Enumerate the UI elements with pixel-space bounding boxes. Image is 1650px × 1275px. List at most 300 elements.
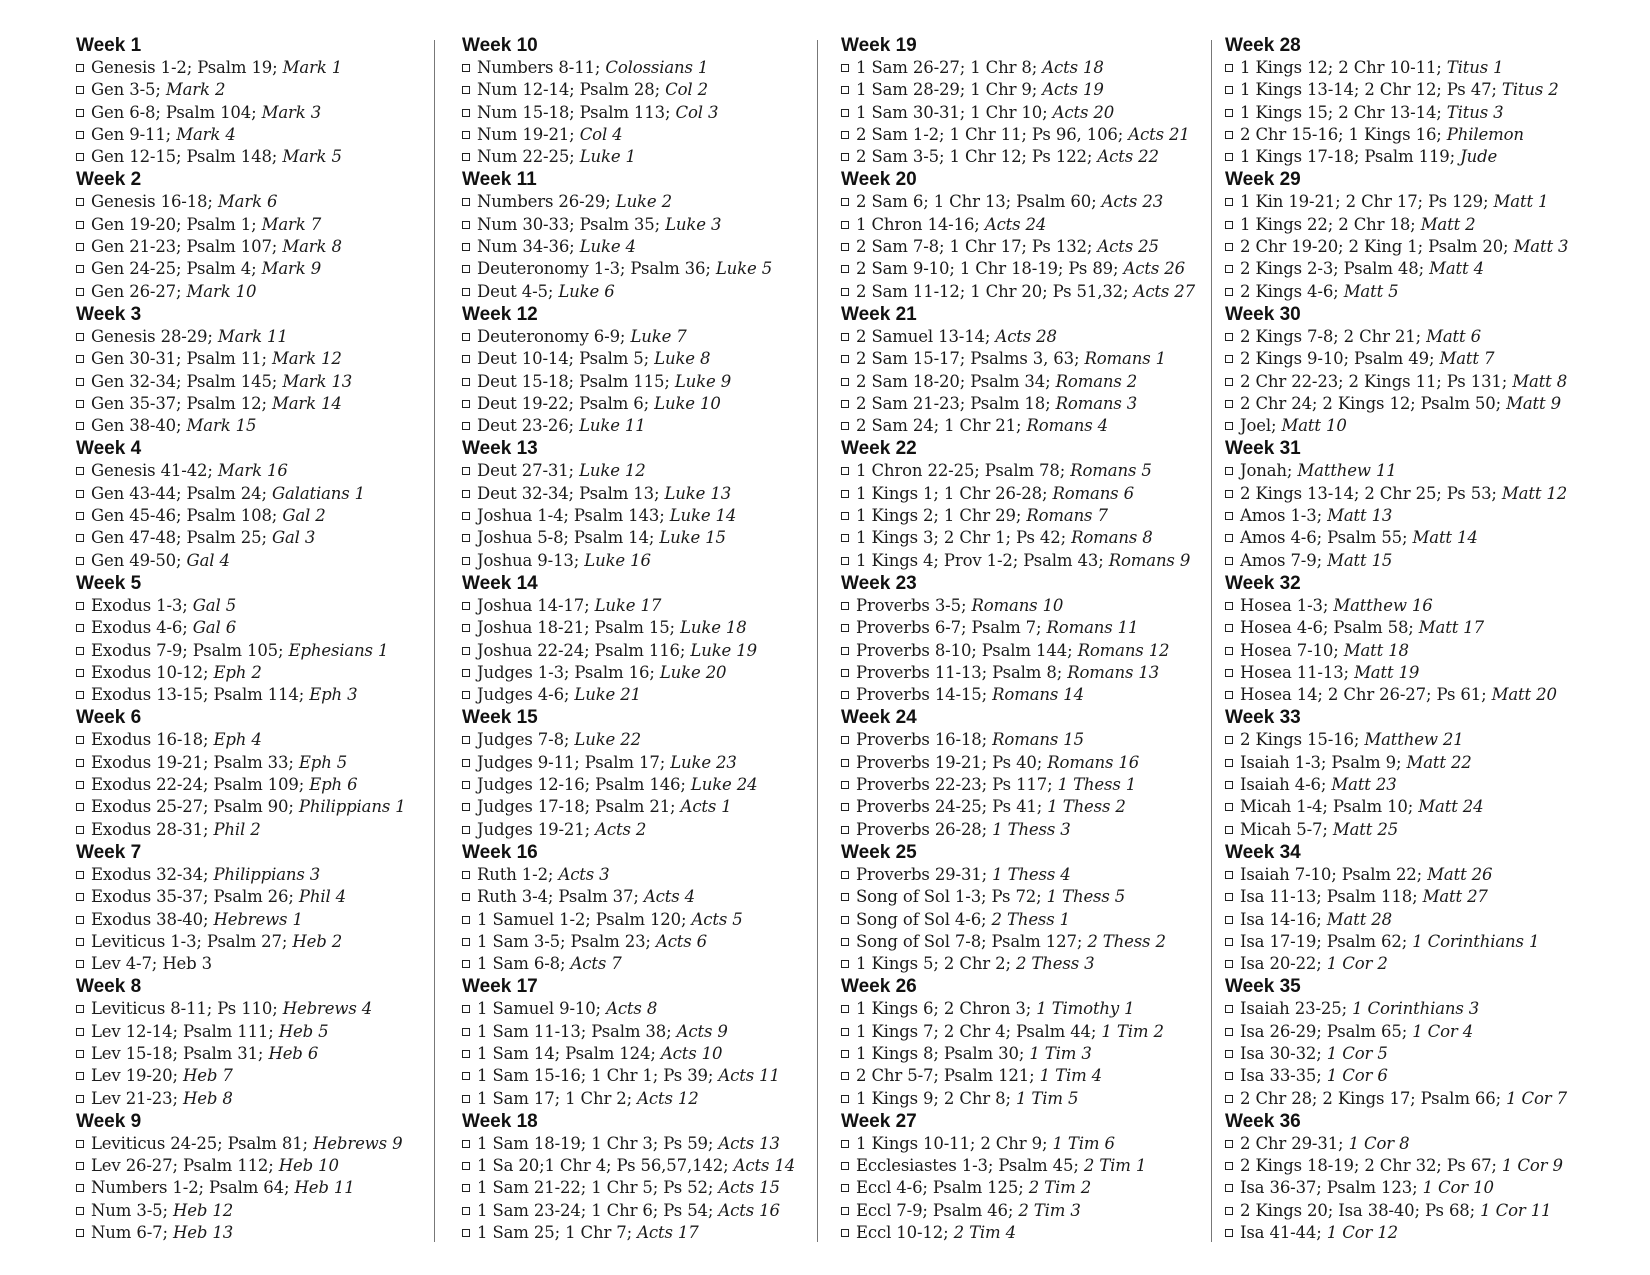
checkbox[interactable] [462,781,470,789]
checkbox[interactable] [1225,624,1233,632]
checkbox[interactable] [462,198,470,206]
checkbox[interactable] [1225,109,1233,117]
reading-ot: Exodus 1-3; [91,595,193,615]
checkbox[interactable] [462,1229,470,1237]
reading-ot: Proverbs 19-21; Ps 40; [856,752,1048,772]
reading-item [841,79,1209,101]
checkbox[interactable] [841,736,849,744]
week-block [462,706,830,840]
checkbox[interactable] [841,378,849,386]
checkbox[interactable] [1225,1140,1233,1148]
week-title: Week 28 [1225,35,1301,56]
checkbox[interactable] [1225,131,1233,139]
reading-nt: Romans 13 [1067,662,1160,682]
checkbox[interactable] [76,1229,84,1237]
reading-nt: Heb 7 [183,1066,233,1086]
checkbox[interactable] [1225,781,1233,789]
reading-item [76,774,431,796]
reading-nt: Gal 4 [186,550,230,570]
reading-ot: Judges 7-8; [477,730,575,750]
checkbox[interactable] [76,871,84,879]
checkbox[interactable] [462,1184,470,1192]
checkbox[interactable] [1225,669,1233,677]
checkbox[interactable] [462,86,470,94]
checkbox[interactable] [462,422,470,430]
reading-nt: Matt 13 [1327,506,1393,526]
checkbox[interactable] [841,893,849,901]
checkbox[interactable] [76,198,84,206]
reading-nt: Matt 15 [1327,550,1393,570]
reading-ot: Gen 45-46; Psalm 108; [91,506,283,526]
checkbox[interactable] [462,1140,470,1148]
checkbox[interactable] [841,1005,849,1013]
checkbox[interactable] [1225,602,1233,610]
reading-ot: 2 Samuel 13-14; [856,326,996,346]
reading-item [1225,886,1610,908]
checkbox[interactable] [1225,333,1233,341]
reading-ot: Hosea 1-3; [1240,595,1334,615]
checkbox[interactable] [76,938,84,946]
reading-nt: 1 Cor 11 [1480,1200,1552,1220]
checkbox[interactable] [1225,1028,1233,1036]
reading-nt: Mark 4 [176,124,236,144]
checkbox[interactable] [76,1095,84,1103]
reading-nt: Acts 23 [1101,192,1164,212]
reading-ot: Gen 6-8; Psalm 104; [91,102,262,122]
checkbox[interactable] [462,109,470,117]
reading-item [841,1177,1209,1199]
reading-item [1225,415,1610,437]
checkbox[interactable] [462,647,470,655]
reading-nt: Acts 12 [637,1088,699,1108]
checkbox[interactable] [1225,400,1233,408]
checkbox[interactable] [462,243,470,251]
checkbox[interactable] [841,871,849,879]
checkbox[interactable] [841,467,849,475]
reading-item [462,1021,830,1043]
reading-ot: Lev 26-27; Psalm 112; [91,1156,279,1176]
checkbox[interactable] [76,153,84,161]
checkbox[interactable] [841,602,849,610]
checkbox[interactable] [1225,916,1233,924]
reading-nt: Col 3 [675,102,719,122]
checkbox[interactable] [462,1162,470,1170]
checkbox[interactable] [76,288,84,296]
reading-nt: Phil 4 [298,887,347,907]
checkbox[interactable] [76,781,84,789]
checkbox[interactable] [462,467,470,475]
checkbox[interactable] [462,1050,470,1058]
checkbox[interactable] [1225,826,1233,834]
reading-item [841,483,1209,505]
reading-item [76,909,431,931]
checkbox[interactable] [1225,512,1233,520]
checkbox[interactable] [841,624,849,632]
reading-nt: Mark 9 [261,259,322,279]
checkbox[interactable] [841,1028,849,1036]
checkbox[interactable] [462,1072,470,1080]
checkbox[interactable] [462,736,470,744]
week-block [1225,34,1610,168]
checkbox[interactable] [841,759,849,767]
reading-item [841,1043,1209,1065]
reading-item [841,909,1209,931]
checkbox[interactable] [76,378,84,386]
week-block [841,303,1209,437]
reading-ot: Numbers 1-2; Psalm 64; [91,1178,295,1198]
checkbox[interactable] [1225,467,1233,475]
checkbox[interactable] [76,400,84,408]
reading-ot: Deuteronomy 6-9; [477,326,631,346]
checkbox[interactable] [462,534,470,542]
checkbox[interactable] [841,265,849,273]
checkbox[interactable] [841,109,849,117]
checkbox[interactable] [1225,691,1233,699]
checkbox[interactable] [76,1028,84,1036]
checkbox[interactable] [76,131,84,139]
checkbox[interactable] [1225,1229,1233,1237]
checkbox[interactable] [841,512,849,520]
checkbox[interactable] [462,131,470,139]
reading-ot: Eccl 10-12; [856,1223,954,1243]
checkbox[interactable] [1225,759,1233,767]
checkbox[interactable] [841,1072,849,1080]
reading-nt: Matt 8 [1512,371,1568,391]
reading-item [76,931,431,953]
checkbox[interactable] [462,64,470,72]
checkbox[interactable] [1225,221,1233,229]
reading-item [1225,79,1610,101]
checkbox[interactable] [462,826,470,834]
checkbox[interactable] [841,1095,849,1103]
checkbox[interactable] [841,221,849,229]
checkbox[interactable] [841,826,849,834]
checkbox[interactable] [76,534,84,542]
reading-item [462,1043,830,1065]
checkbox[interactable] [1225,243,1233,251]
reading-ot: Exodus 38-40; [91,909,214,929]
checkbox[interactable] [841,916,849,924]
checkbox[interactable] [841,243,849,251]
checkbox[interactable] [1225,1005,1233,1013]
checkbox[interactable] [841,64,849,72]
checkbox[interactable] [841,691,849,699]
checkbox[interactable] [1225,288,1233,296]
reading-ot: 1 Samuel 1-2; Psalm 120; [477,909,692,929]
checkbox[interactable] [462,803,470,811]
checkbox[interactable] [841,534,849,542]
checkbox[interactable] [76,265,84,273]
reading-item [1225,640,1610,662]
checkbox[interactable] [76,1140,84,1148]
week-block [462,1110,830,1244]
week-title: Week 2 [76,169,142,191]
checkbox[interactable] [841,803,849,811]
reading-item [1225,393,1610,415]
checkbox[interactable] [841,1207,849,1215]
checkbox[interactable] [76,1162,84,1170]
reading-item [462,1222,830,1244]
checkbox[interactable] [1225,557,1233,565]
checkbox[interactable] [1225,265,1233,273]
checkbox[interactable] [1225,803,1233,811]
checkbox[interactable] [76,243,84,251]
checkbox[interactable] [462,400,470,408]
checkbox[interactable] [76,960,84,968]
reading-ot: Isa 30-32; [1240,1043,1327,1063]
checkbox[interactable] [841,647,849,655]
checkbox[interactable] [462,378,470,386]
reading-item [462,1088,830,1110]
checkbox[interactable] [841,781,849,789]
checkbox[interactable] [76,691,84,699]
reading-item [841,236,1209,258]
checkbox[interactable] [841,1184,849,1192]
checkbox[interactable] [841,333,849,341]
reading-nt: Luke 13 [664,483,732,503]
checkbox[interactable] [76,333,84,341]
reading-item [1225,281,1610,303]
checkbox[interactable] [462,938,470,946]
reading-ot: Proverbs 8-10; Psalm 144; [856,640,1078,660]
checkbox[interactable] [841,86,849,94]
checkbox[interactable] [462,759,470,767]
reading-nt: 1 Cor 2 [1326,954,1388,974]
reading-item [841,1155,1209,1177]
checkbox[interactable] [76,759,84,767]
reading-item [76,617,431,639]
checkbox[interactable] [1225,1095,1233,1103]
reading-item [1225,326,1610,348]
checkbox[interactable] [462,602,470,610]
checkbox[interactable] [1225,647,1233,655]
checkbox[interactable] [76,803,84,811]
checkbox[interactable] [76,355,84,363]
checkbox[interactable] [76,669,84,677]
reading-ot: 1 Kings 1; 1 Chr 26-28; [856,483,1053,503]
checkbox[interactable] [462,333,470,341]
reading-nt: Romans 15 [992,730,1084,750]
checkbox[interactable] [1225,64,1233,72]
week-title: Week 1 [76,35,142,56]
checkbox[interactable] [76,512,84,520]
reading-ot: 2 Sam 21-23; Psalm 18; [856,393,1056,413]
checkbox[interactable] [76,602,84,610]
week-block [76,572,431,706]
checkbox[interactable] [462,624,470,632]
checkbox[interactable] [1225,1050,1233,1058]
reading-ot: 2 Sam 18-20; Psalm 34; [856,371,1056,391]
checkbox[interactable] [841,422,849,430]
reading-item [76,258,431,280]
checkbox[interactable] [76,1005,84,1013]
reading-ot: 2 Chr 28; 2 Kings 17; Psalm 66; [1240,1088,1507,1108]
checkbox[interactable] [1225,736,1233,744]
checkbox[interactable] [841,1140,849,1148]
reading-nt: 2 Tim 3 [1018,1200,1081,1220]
reading-ot: Proverbs 11-13; Psalm 8; [856,662,1068,682]
checkbox[interactable] [462,871,470,879]
checkbox[interactable] [462,1095,470,1103]
checkbox[interactable] [76,624,84,632]
reading-nt: 1 Cor 8 [1348,1133,1410,1153]
reading-ot: 2 Kings 9-10; Psalm 49; [1240,349,1440,369]
checkbox[interactable] [76,1050,84,1058]
checkbox[interactable] [462,355,470,363]
reading-nt: Acts 22 [1097,147,1159,167]
checkbox[interactable] [1225,960,1233,968]
checkbox[interactable] [841,557,849,565]
checkbox[interactable] [76,64,84,72]
checkbox[interactable] [1225,1207,1233,1215]
checkbox[interactable] [841,400,849,408]
reading-ot: 2 Sam 3-5; 1 Chr 12; Ps 122; [856,147,1098,167]
reading-item [841,1200,1209,1222]
reading-nt: Acts 17 [637,1223,699,1243]
reading-item [1225,662,1610,684]
checkbox[interactable] [76,422,84,430]
reading-nt: Acts 27 [1133,281,1195,301]
checkbox[interactable] [462,153,470,161]
checkbox[interactable] [462,916,470,924]
checkbox[interactable] [841,1229,849,1237]
reading-item [76,326,431,348]
reading-nt: Heb 11 [294,1178,355,1198]
reading-item [462,998,830,1020]
checkbox[interactable] [462,512,470,520]
checkbox[interactable] [841,1050,849,1058]
checkbox[interactable] [841,669,849,677]
checkbox[interactable] [1225,1184,1233,1192]
checkbox[interactable] [76,467,84,475]
checkbox[interactable] [462,691,470,699]
checkbox[interactable] [76,647,84,655]
checkbox[interactable] [841,131,849,139]
week-block [76,168,431,302]
reading-nt: Acts 11 [718,1066,780,1086]
week-block [1225,975,1610,1109]
checkbox[interactable] [841,1162,849,1170]
reading-item [841,1088,1209,1110]
checkbox[interactable] [462,288,470,296]
checkbox[interactable] [462,265,470,273]
checkbox[interactable] [76,826,84,834]
reading-item [462,909,830,931]
checkbox[interactable] [841,153,849,161]
reading-ot: Exodus 35-37; Psalm 26; [91,887,299,907]
reading-ot: 1 Kings 4; Prov 1-2; Psalm 43; [856,550,1109,570]
checkbox[interactable] [76,916,84,924]
week-block [76,303,431,437]
checkbox[interactable] [76,736,84,744]
checkbox[interactable] [1225,153,1233,161]
reading-ot: Gen 3-5; [91,80,166,100]
checkbox[interactable] [1225,938,1233,946]
reading-nt: Acts 14 [733,1156,796,1176]
checkbox[interactable] [462,1207,470,1215]
reading-nt: Luke 2 [615,192,672,212]
checkbox[interactable] [462,1028,470,1036]
reading-nt: Acts 3 [558,864,610,884]
reading-nt: Matt 10 [1281,416,1347,436]
reading-item [76,191,431,213]
reading-item [1225,684,1610,706]
checkbox[interactable] [76,557,84,565]
checkbox[interactable] [1225,893,1233,901]
checkbox[interactable] [462,490,470,498]
checkbox[interactable] [841,198,849,206]
checkbox[interactable] [462,1005,470,1013]
checkbox[interactable] [462,669,470,677]
reading-nt: 1 Tim 6 [1052,1133,1115,1153]
checkbox[interactable] [841,288,849,296]
checkbox[interactable] [462,893,470,901]
reading-nt: Luke 14 [669,506,737,526]
checkbox[interactable] [1225,490,1233,498]
checkbox[interactable] [841,355,849,363]
reading-ot: Lev 21-23; [91,1088,184,1108]
checkbox[interactable] [1225,1162,1233,1170]
column-divider [1211,40,1212,1242]
checkbox[interactable] [76,221,84,229]
reading-nt: Acts 25 [1097,237,1159,257]
checkbox[interactable] [1225,355,1233,363]
reading-nt: Romans 12 [1077,640,1170,660]
reading-item [1225,1133,1610,1155]
checkbox[interactable] [1225,86,1233,94]
checkbox[interactable] [76,1184,84,1192]
reading-ot: 1 Kin 19-21; 2 Chr 17; Ps 129; [1240,192,1494,212]
checkbox[interactable] [841,490,849,498]
checkbox[interactable] [841,960,849,968]
reading-ot: Proverbs 16-18; [856,730,993,750]
checkbox[interactable] [462,221,470,229]
week-title: Week 15 [462,707,538,729]
checkbox[interactable] [76,86,84,94]
reading-item [841,640,1209,662]
reading-item [841,662,1209,684]
reading-nt: Romans 11 [1046,618,1139,638]
checkbox[interactable] [841,938,849,946]
week-block [76,437,431,571]
checkbox[interactable] [1225,534,1233,542]
reading-ot: 1 Sam 11-13; Psalm 38; [477,1021,677,1041]
checkbox[interactable] [76,109,84,117]
reading-item [1225,348,1610,370]
checkbox[interactable] [1225,871,1233,879]
reading-ot: Isaiah 23-25; [1240,999,1353,1019]
checkbox[interactable] [462,557,470,565]
checkbox[interactable] [76,1207,84,1215]
week-block [1225,841,1610,975]
reading-ot: Hosea 14; 2 Chr 26-27; Ps 61; [1240,685,1492,705]
checkbox[interactable] [76,1072,84,1080]
reading-item [841,796,1209,818]
reading-ot: 2 Chr 29-31; [1240,1133,1349,1153]
checkbox[interactable] [1225,378,1233,386]
checkbox[interactable] [462,960,470,968]
reading-item [1225,1177,1610,1199]
checkbox[interactable] [76,490,84,498]
checkbox[interactable] [1225,1072,1233,1080]
reading-nt: Romans 3 [1055,393,1138,413]
checkbox[interactable] [1225,198,1233,206]
checkbox[interactable] [76,893,84,901]
checkbox[interactable] [1225,422,1233,430]
reading-nt: Luke 5 [715,259,773,279]
reading-item [1225,1200,1610,1222]
week-title: Week 8 [76,976,142,998]
